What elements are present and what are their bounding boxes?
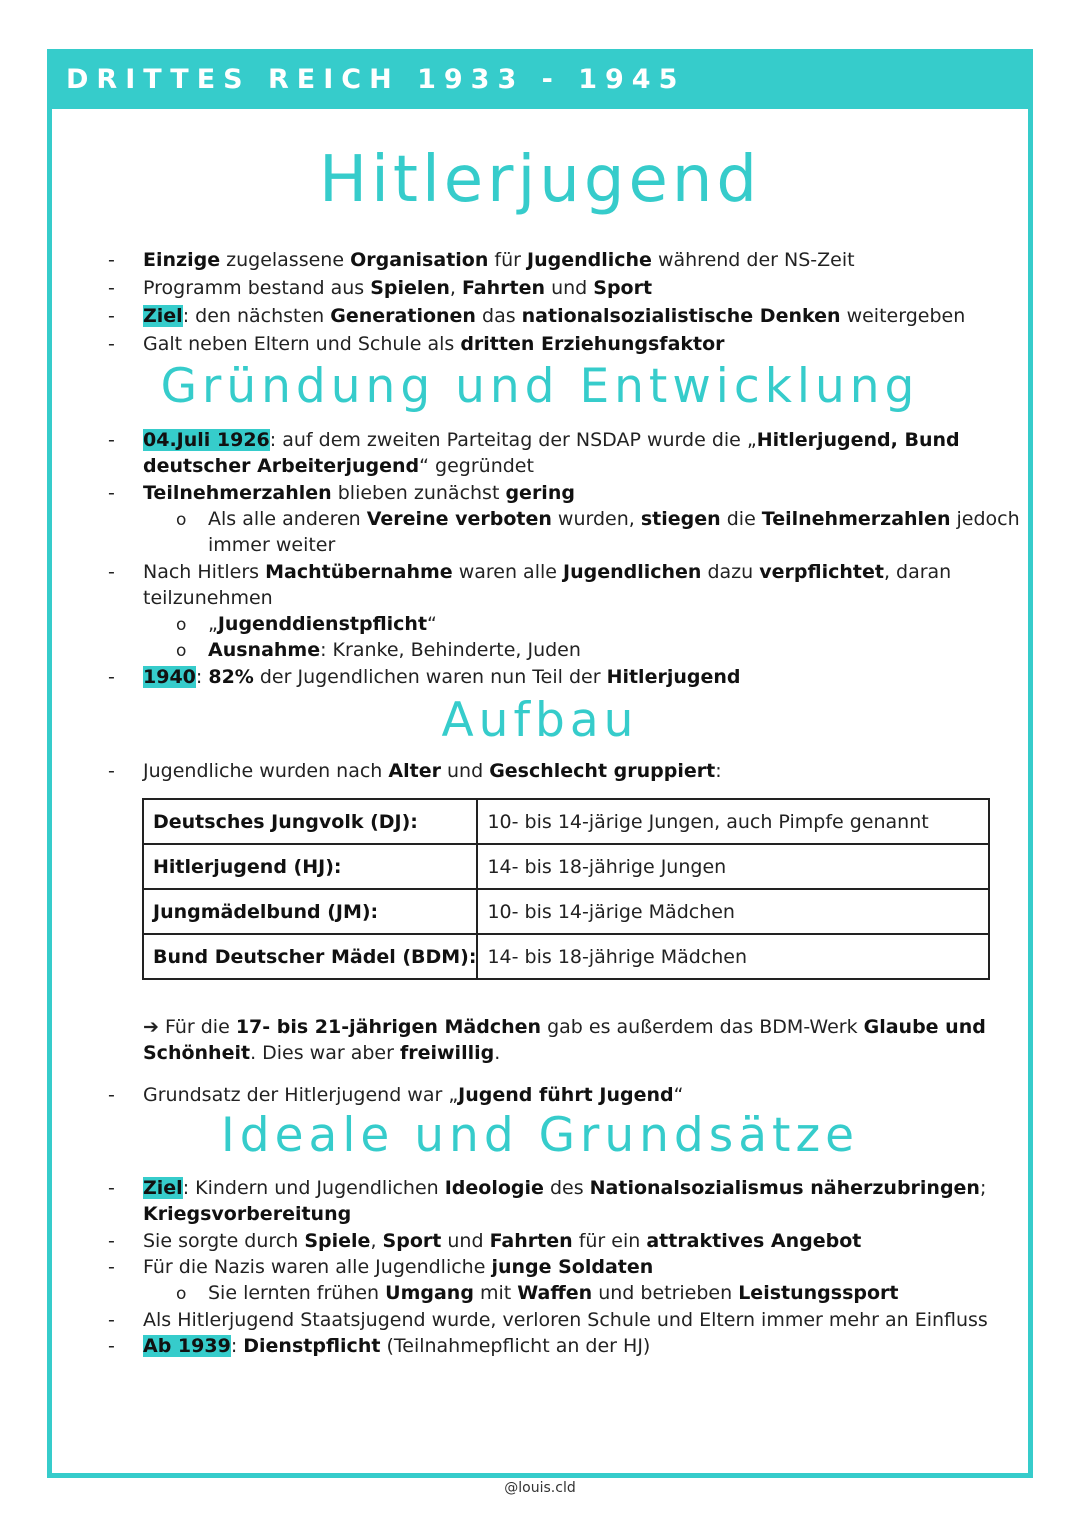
bold-text: Jugend führt Jugend [458,1084,674,1106]
header-title: DRITTES REICH 1933 - 1945 [66,64,686,95]
founding-line-1 [143,427,960,453]
bold-text: Ziel [143,305,183,327]
founding-line-3b [143,585,273,611]
text-segment: mit [473,1282,518,1304]
text-segment: Grundsatz der Hitlerjugend war „ [143,1084,459,1106]
footer-credit: @louis.cld [504,1480,576,1496]
bold-text: Alter [388,760,441,782]
intro-line-3 [143,303,965,329]
text-segment: “ [673,1084,684,1106]
bold-text: Waffen [517,1282,593,1304]
group-table [142,798,990,980]
dash-marker: - [108,429,115,451]
text-segment: dazu [701,561,760,583]
text-segment: Programm bestand aus [143,277,371,299]
ideals-heading: Ideale und Grundsätze [220,1108,860,1163]
text-segment: der Jugendlichen waren nun Teil der [253,666,607,688]
founding-line-3c [208,637,581,663]
dash-marker: - [108,1230,115,1252]
structure-note-1 [143,1014,986,1040]
main-heading: Hitlerjugend [319,143,761,217]
bold-text: stiegen [640,508,721,530]
dash-marker: - [108,1335,115,1357]
bold-text: Machtübernahme [265,561,453,583]
text-segment: jedoch [950,508,1020,530]
ideals-line-1 [143,1175,986,1201]
text-segment: , [449,277,462,299]
dash-marker: - [108,1309,115,1331]
text-segment: “ [427,613,437,635]
bold-text: Geschlecht gruppiert [489,760,716,782]
text-segment: ➔ Für die [143,1016,236,1038]
text-segment: teilzunehmen [143,587,273,609]
structure-line-2 [143,1082,683,1108]
bold-text: Vereine verboten [366,508,552,530]
group-description: 10- bis 14-järige Jungen, auch Pimpfe genannt [477,799,989,844]
bold-text: 1940 [143,666,196,688]
text-segment: : [715,760,722,782]
circle-marker: o [176,1284,187,1304]
ideals-line-4 [143,1307,988,1333]
bold-text: Schönheit [143,1042,251,1064]
text-segment: gab es außerdem das BDM-Werk [541,1016,864,1038]
founding-line-1b [143,453,534,479]
text-segment: Sie lernten frühen [208,1282,386,1304]
bold-text: Fahrten [461,277,546,299]
table-row [143,889,989,934]
bold-text: Jugenddienstpflicht [217,613,428,635]
text-segment: und [440,760,490,782]
dash-marker: - [108,305,115,327]
bold-text: Fahrten [489,1230,573,1252]
text-segment: , [370,1230,383,1252]
intro-line-2 [143,275,652,301]
text-segment: wurden, [551,508,641,530]
ideals-line-1b [143,1201,351,1227]
founding-line-2a [208,506,1020,532]
dash-marker: - [108,333,115,355]
bold-text: freiwillig [399,1042,495,1064]
dash-marker: - [108,482,115,504]
bold-text: gering [505,482,575,504]
bold-text: Hitlerjugend, Bund [756,429,960,451]
text-segment: des [543,1177,590,1199]
bold-text: 04.Juli 1926 [143,429,270,451]
text-segment: die [720,508,762,530]
bold-text: Spiele [304,1230,371,1252]
bold-text: 17- bis 21-jährigen Mädchen [235,1016,542,1038]
text-segment: Als Hitlerjugend Staatsjugend wurde, verloren Schule und Eltern immer mehr an Einfluss [143,1309,988,1331]
bold-text: attraktives Angebot [646,1230,862,1252]
founding-line-2a2 [208,532,335,558]
text-segment: , daran [883,561,952,583]
ideals-line-3a [208,1280,898,1306]
bold-text: Ab 1939 [143,1335,231,1357]
bold-text: Hitlerjugend [606,666,741,688]
text-segment: Sie sorgte durch [143,1230,305,1252]
text-segment: Nach Hitlers [143,561,266,583]
table-row [143,844,989,889]
group-name: Bund Deutscher Mädel (BDM): [143,934,477,979]
bold-text: Ideologie [444,1177,544,1199]
text-segment: . Dies war aber [250,1042,400,1064]
dash-marker: - [108,277,115,299]
dash-marker: - [108,666,115,688]
text-segment: „ [208,613,218,635]
text-segment: das [475,305,522,327]
text-segment: und [545,277,594,299]
dash-marker: - [108,249,115,271]
bold-text: Dienstpflicht [243,1335,381,1357]
structure-line-1 [143,758,722,784]
text-segment: Für die Nazis waren alle Jugendliche [143,1256,492,1278]
text-segment: . [494,1042,501,1064]
text-segment: und [441,1230,490,1252]
text-segment: Als alle anderen [208,508,367,530]
bold-text: Jugendliche [527,249,652,271]
circle-marker: o [176,641,187,661]
group-description: 10- bis 14-järige Mädchen [477,889,989,934]
text-segment: : den nächsten [182,305,331,327]
text-segment: zugelassene [220,249,351,271]
group-description: 14- bis 18-jährige Mädchen [477,934,989,979]
group-description: 14- bis 18-jährige Jungen [477,844,989,889]
bold-text: Glaube und [863,1016,986,1038]
bold-text: Teilnehmerzahlen [143,482,332,504]
dash-marker: - [108,760,115,782]
bold-text: dritten Erziehungsfaktor [460,333,725,355]
founding-line-3a [208,611,437,637]
text-segment: ; [979,1177,987,1199]
text-segment: : Kindern und Jugendlichen [182,1177,445,1199]
bold-text: Sport [382,1230,442,1252]
bold-text: verpflichtet [759,561,884,583]
table-row [143,934,989,979]
group-name: Hitlerjugend (HJ): [143,844,477,889]
text-segment: Jugendliche wurden nach [143,760,389,782]
bold-text: Umgang [385,1282,474,1304]
text-segment: blieben zunächst [331,482,506,504]
text-segment: waren alle [452,561,563,583]
text-segment: weitergeben [840,305,966,327]
bold-text: 82% [208,666,254,688]
bold-text: Leistungssport [738,1282,899,1304]
ideals-line-5 [143,1333,650,1359]
dash-marker: - [108,1256,115,1278]
circle-marker: o [176,510,187,530]
table-row [143,799,989,844]
text-segment: für ein [572,1230,647,1252]
bold-text: nationalsozialistische Denken [521,305,841,327]
bold-text: Einzige [143,249,221,271]
text-segment: : [195,666,209,688]
text-segment: (Teilnahmepflicht an der HJ) [380,1335,651,1357]
structure-note-2 [143,1040,500,1066]
bold-text: Teilnehmerzahlen [761,508,951,530]
header-bar [52,54,1028,109]
text-segment: immer weiter [208,534,336,556]
intro-line-1 [143,247,855,273]
bold-text: Spielen [370,277,450,299]
text-segment: für [488,249,527,271]
structure-heading: Aufbau [441,693,639,748]
bold-text: deutscher Arbeiterjugend [143,455,420,477]
text-segment: Galt neben Eltern und Schule als [143,333,461,355]
group-name: Deutsches Jungvolk (DJ): [143,799,477,844]
text-segment: : [230,1335,244,1357]
dash-marker: - [108,561,115,583]
text-segment: während der NS-Zeit [651,249,855,271]
bold-text: Jugendlichen [563,561,702,583]
group-name: Jungmädelbund (JM): [143,889,477,934]
bold-text: Kriegsvorbereitung [143,1203,352,1225]
bold-text: Nationalsozialismus näherzubringen [589,1177,980,1199]
founding-heading: Gründung und Entwicklung [160,359,920,414]
dash-marker: - [108,1177,115,1199]
founding-line-2 [143,480,575,506]
text-segment: : Kranke, Behinderte, Juden [320,639,581,661]
bold-text: Sport [593,277,653,299]
bold-text: Ziel [143,1177,183,1199]
text-segment: “ gegründet [419,455,534,477]
text-segment: und betrieben [592,1282,739,1304]
text-segment: : auf dem zweiten Parteitag der NSDAP wurde die „ [269,429,757,451]
bold-text: Generationen [330,305,476,327]
intro-line-4 [143,331,725,357]
founding-line-3 [143,559,951,585]
dash-marker: - [108,1084,115,1106]
circle-marker: o [176,615,187,635]
bold-text: Organisation [350,249,489,271]
ideals-line-2 [143,1228,861,1254]
founding-line-4 [143,664,740,690]
bold-text: junge Soldaten [491,1256,654,1278]
bold-text: Ausnahme [208,639,321,661]
ideals-line-3 [143,1254,653,1280]
